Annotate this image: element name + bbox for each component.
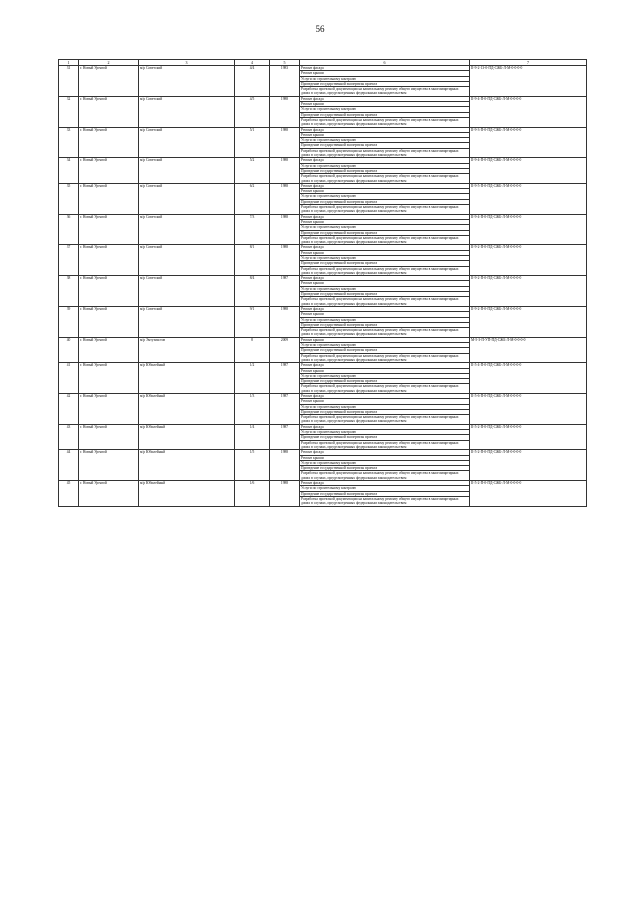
work-type-line: Ремонт фасада [300, 394, 469, 399]
city-cell: г. Новый Уренгой [79, 66, 139, 97]
work-type-line: Услуги по строительному контролю [300, 256, 469, 261]
work-type-line: Ремонт крыши [300, 220, 469, 225]
year-cell: 1988 [270, 481, 300, 506]
year-cell: 1988 [270, 450, 300, 481]
work-type-line: Проведение государственной экспертизы проекта [300, 466, 469, 471]
city-cell: г. Новый Уренгой [79, 214, 139, 245]
work-type-line: Услуги по строительному контролю [300, 287, 469, 292]
house-cell: 9/1 [235, 306, 270, 337]
district-cell: м/р Юбилейный [139, 424, 235, 449]
work-type-line: Ремонт фасада [300, 184, 469, 189]
work-type-line: Ремонт фасада [300, 307, 469, 312]
column-header: 5 [270, 60, 300, 66]
column-header: 4 [235, 60, 270, 66]
table-row [59, 450, 587, 481]
year-cell: 1987 [270, 424, 300, 449]
work-type-line: Ремонт крыши [300, 338, 469, 343]
house-cell: 1/6 [235, 481, 270, 506]
district-cell: м/р Советский [139, 158, 235, 183]
work-type-line: Услуги по строительному контролю [300, 430, 469, 435]
city-cell: г. Новый Уренгой [79, 481, 139, 506]
work-type-line: Ремонт крыши [300, 71, 469, 76]
year-cell: 1987 [270, 363, 300, 394]
work-type-line: Услуги по строительному контролю [300, 374, 469, 379]
city-cell: г. Новый Уренгой [79, 245, 139, 276]
code-cell: II-5-2-П-0-ПД-СЖБ-Л-М-0-0-0-0 [470, 424, 587, 449]
work-type-line: Разработка проектной документации на капитальному ремонту общего имущества в многоквартирных домах в случаях, предусмотренных федеральным законодательством [301, 117, 459, 127]
work-types-cell [300, 394, 470, 425]
work-type-line: Ремонт крыши [300, 312, 469, 317]
city-cell: г. Новый Уренгой [79, 183, 139, 214]
work-type-line: Проведение государственной экспертизы проекта [300, 82, 469, 87]
table-row [59, 245, 587, 276]
work-type-line: Ремонт крыши [300, 133, 469, 138]
row-number: 32 [59, 96, 79, 127]
year-cell: 1987 [270, 276, 300, 307]
work-types-cell [300, 127, 470, 158]
house-cell: 6/2 [235, 183, 270, 214]
city-cell: г. Новый Уренгой [79, 276, 139, 307]
work-types-cell [300, 66, 470, 97]
work-type-line: Ремонт крыши [300, 251, 469, 256]
table-row [59, 66, 587, 97]
row-number: 42 [59, 394, 79, 425]
work-type-line: Услуги по строительному контролю [300, 318, 469, 323]
house-cell: 7/3 [235, 214, 270, 245]
table-row [59, 127, 587, 158]
page-number: 56 [315, 24, 325, 34]
year-cell: 1988 [270, 306, 300, 337]
row-number: 43 [59, 424, 79, 449]
district-cell: м/р Юбилейный [139, 450, 235, 481]
work-type-line: Разработка проектной документации на капитальному ремонту общего имущества в многоквартирных домах в случаях, предусмотренных федеральным законодательством [301, 353, 459, 362]
city-cell: г. Новый Уренгой [79, 363, 139, 394]
work-type-line: Услуги по строительному контролю [300, 107, 469, 112]
table-row [59, 158, 587, 183]
code-cell: II-9-2-П-0-ПД-СЖБ-Л-М-0-0-0-0 [470, 306, 587, 337]
work-type-line: Услуги по строительному контролю [300, 194, 469, 199]
house-cell: 1/3 [235, 394, 270, 425]
table-row [59, 214, 587, 245]
work-type-line: Услуги по строительному контролю [300, 138, 469, 143]
table-row [59, 306, 587, 337]
work-type-line: Услуги по строительному контролю [300, 405, 469, 410]
work-type-line: Проведение государственной экспертизы проекта [300, 435, 469, 440]
work-type-line: Разработка проектной документации на капитальному ремонту общего имущества в многоквартирных домах в случаях, предусмотренных федеральным законодательством [301, 384, 459, 393]
work-type-line: Ремонт крыши [300, 456, 469, 461]
work-type-line: Ремонт крыши [300, 102, 469, 107]
code-cell: II-5-2-П-0-ПД-СЖБ-Л-М-0-0-0-0 [470, 450, 587, 481]
district-cell: м/р Советский [139, 183, 235, 214]
work-type-line: Ремонт фасада [300, 276, 469, 281]
city-cell: г. Новый Уренгой [79, 450, 139, 481]
work-type-line: Ремонт крыши [300, 399, 469, 404]
code-cell: II-5-6-П-0-ПД-СЖБ-Л-М-0-0-0-0 [470, 394, 587, 425]
work-type-line: Ремонт крыши [300, 189, 469, 194]
row-number: 31 [59, 66, 79, 97]
work-type-line: Разработка проектной документации на капитальному ремонту общего имущества в многоквартирных домах в случаях, предусмотренных федеральным законодательством [301, 328, 459, 337]
city-cell: г. Новый Уренгой [79, 127, 139, 158]
work-type-line: Разработка проектной документации на капитальному ремонту общего имущества в многоквартирных домах в случаях, предусмотренных федеральным законодательством [301, 297, 459, 306]
district-cell: м/р Советский [139, 127, 235, 158]
code-cell: II-9-2-П-0-ПД-СЖБ-Л-М-0-0-0-0 [470, 245, 587, 276]
work-type-line: Ремонт крыши [300, 369, 469, 374]
district-cell: м/р Советский [139, 214, 235, 245]
work-type-line: Услуги по строительному контролю [300, 225, 469, 230]
city-cell: г. Новый Уренгой [79, 337, 139, 362]
work-types-cell [300, 245, 470, 276]
code-cell: II-5-4-П-0-ПД-СЖБ-Л-М-0-0-0-0 [470, 363, 587, 394]
work-type-line: Проведение государственной экспертизы проекта [300, 292, 469, 297]
code-cell: II-5-2-П-0-ПД-СЖБ-Л-М-0-0-0-0 [470, 481, 587, 506]
work-type-line: Ремонт фасада [300, 66, 469, 71]
house-cell: 1/2 [235, 363, 270, 394]
house-cell: 4/5 [235, 96, 270, 127]
work-type-line: Разработка проектной документации на капитальному ремонту общего имущества в многоквартирных домах в случаях, предусмотренных федеральным законодательством [301, 266, 459, 275]
column-header: 3 [139, 60, 235, 66]
year-cell: 1988 [270, 214, 300, 245]
work-type-line: Ремонт фасада [300, 363, 469, 368]
column-header: 2 [79, 60, 139, 66]
code-cell: II-9-4-П-0-ПД-СЖБ-Л-М-0-0-0-0 [470, 158, 587, 183]
work-type-line: Проведение государственной экспертизы проекта [300, 143, 469, 148]
work-types-cell [300, 450, 470, 481]
code-cell: II-9-4-П-0-ПД-СЖБ-Л-М-0-0-0-0 [470, 96, 587, 127]
repair-program-table [58, 59, 587, 507]
column-header: 7 [470, 60, 587, 66]
work-types-cell [300, 158, 470, 183]
work-types-cell [300, 183, 470, 214]
table-row [59, 183, 587, 214]
work-type-line: Услуги по строительному контролю [300, 164, 469, 169]
column-header: 1 [59, 60, 79, 66]
house-cell: 4/4 [235, 66, 270, 97]
city-cell: г. Новый Уренгой [79, 96, 139, 127]
work-type-line: Проведение государственной экспертизы проекта [300, 113, 469, 118]
work-type-line: Разработка проектной документации на капитальному ремонту общего имущества в многоквартирных домах в случаях, предусмотренных федеральным законодательством [301, 148, 459, 158]
column-header: 6 [300, 60, 470, 66]
house-cell: 5/2 [235, 158, 270, 183]
row-number: 34 [59, 158, 79, 183]
year-cell: 1987 [270, 394, 300, 425]
district-cell: м/р Советский [139, 276, 235, 307]
work-type-line: Услуги по строительному контролю [300, 343, 469, 348]
year-cell: 1988 [270, 183, 300, 214]
table-row [59, 337, 587, 362]
year-cell: 1988 [270, 158, 300, 183]
work-type-line: Ремонт фасада [300, 481, 469, 486]
work-type-line: Проведение государственной экспертизы проекта [300, 348, 469, 353]
work-type-line: Разработка проектной документации на капитальному ремонту общего имущества в многоквартирных домах в случаях, предусмотренных федеральным законодательством [301, 235, 459, 245]
row-number: 35 [59, 183, 79, 214]
district-cell: м/р Советский [139, 96, 235, 127]
work-types-cell [300, 481, 470, 506]
work-type-line: Ремонт фасада [300, 128, 469, 133]
work-types-cell [300, 337, 470, 362]
work-type-line: Ремонт фасада [300, 215, 469, 220]
work-type-line: Проведение государственной экспертизы проекта [300, 379, 469, 384]
table-row [59, 424, 587, 449]
table-row [59, 363, 587, 394]
year-cell: 2009 [270, 337, 300, 362]
house-cell: 1/4 [235, 424, 270, 449]
row-number: 36 [59, 214, 79, 245]
work-type-line: Проведение государственной экспертизы проекта [300, 261, 469, 266]
work-types-cell [300, 424, 470, 449]
house-cell: 8/1 [235, 245, 270, 276]
work-type-line: Ремонт фасада [300, 97, 469, 102]
work-type-line: Разработка проектной документации на капитальному ремонту общего имущества в многоквартирных домах в случаях, предусмотренных федеральным законодательством [301, 471, 459, 480]
row-number: 39 [59, 306, 79, 337]
work-type-line: Услуги по строительному контролю [300, 461, 469, 466]
code-cell: II-9-2-13-0-ПД-СЖБ-Л-М-0-0-0-0 [470, 66, 587, 97]
row-number: 33 [59, 127, 79, 158]
work-types-cell [300, 96, 470, 127]
code-cell: II-9-5-П-0-ПД-СЖБ-Л-М-0-0-0-0 [470, 183, 587, 214]
work-types-cell [300, 276, 470, 307]
district-cell: м/р Советский [139, 306, 235, 337]
table-row [59, 276, 587, 307]
row-number: 41 [59, 363, 79, 394]
work-type-line: Разработка проектной документации на капитальному ремонту общего имущества в многоквартирных домах в случаях, предусмотренных федеральным законодательством [301, 205, 459, 214]
year-cell: 1988 [270, 127, 300, 158]
row-number: 40 [59, 337, 79, 362]
row-number: 38 [59, 276, 79, 307]
work-type-line: Услуги по строительному контролю [300, 77, 469, 82]
city-cell: г. Новый Уренгой [79, 394, 139, 425]
code-cell: II-9-3-П-0-ПД-СЖБ-Л-М-0-0-0-0 [470, 127, 587, 158]
work-type-line: Разработка проектной документации на капитальному ремонту общего имущества в многоквартирных домах в случаях, предусмотренных федеральным законодательством [301, 415, 459, 424]
work-type-line: Проведение государственной экспертизы проекта [300, 200, 469, 205]
work-type-line: Разработка проектной документации на капитальному ремонту общего имущества в многоквартирных домах в случаях, предусмотренных федеральным законодательством [301, 496, 459, 506]
district-cell: м/р Энтузиастов [139, 337, 235, 362]
work-type-line: Ремонт фасада [300, 450, 469, 455]
district-cell: м/р Юбилейный [139, 363, 235, 394]
work-type-line: Проведение государственной экспертизы проекта [300, 410, 469, 415]
work-type-line: Проведение государственной экспертизы проекта [300, 231, 469, 236]
row-number: 44 [59, 450, 79, 481]
city-cell: г. Новый Уренгой [79, 158, 139, 183]
city-cell: г. Новый Уренгой [79, 306, 139, 337]
work-type-line: Ремонт фасада [300, 158, 469, 163]
district-cell: м/р Юбилейный [139, 394, 235, 425]
code-cell: М-5-3-П-УП-ПД-СЖБ-Л-М-0-0-0-0 [470, 337, 587, 362]
work-type-line: Ремонт фасада [300, 425, 469, 430]
work-types-cell [300, 363, 470, 394]
table-row [59, 394, 587, 425]
district-cell: м/р Юбилейный [139, 481, 235, 506]
house-cell: 1/5 [235, 450, 270, 481]
work-type-line: Разработка проектной документации на капитальному ремонту общего имущества в многоквартирных домах в случаях, предусмотренных федеральным законодательством [301, 440, 459, 449]
house-cell: 8/4 [235, 276, 270, 307]
work-types-cell [300, 306, 470, 337]
work-type-line: Проведение государственной экспертизы проекта [300, 323, 469, 328]
work-type-line: Услуги по строительному контролю [300, 486, 469, 491]
work-type-line: Проведение государственной экспертизы проекта [300, 492, 469, 497]
house-cell: 5/1 [235, 127, 270, 158]
work-type-line: Разработка проектной документации на капитальному ремонту общего имущества в многоквартирных домах в случаях, предусмотренных федеральным законодательством [301, 174, 459, 183]
house-cell: 8 [235, 337, 270, 362]
table-row [59, 481, 587, 506]
year-cell: 1988 [270, 96, 300, 127]
work-type-line: Ремонт фасада [300, 245, 469, 250]
district-cell: м/р Советский [139, 66, 235, 97]
code-cell: II-9-4-П-0-ПД-СЖБ-Л-М-0-0-0-0 [470, 214, 587, 245]
year-cell: 1983 [270, 66, 300, 97]
code-cell: II-9-2-П-0-ПД-СЖБ-Л-М-0-0-0-0 [470, 276, 587, 307]
city-cell: г. Новый Уренгой [79, 424, 139, 449]
year-cell: 1988 [270, 245, 300, 276]
district-cell: м/р Советский [139, 245, 235, 276]
work-types-cell [300, 214, 470, 245]
work-type-line: Проведение государственной экспертизы проекта [300, 169, 469, 174]
work-type-line: Разработка проектной документации на капитальному ремонту общего имущества в многоквартирных домах в случаях, предусмотренных федеральным законодательством [301, 87, 459, 96]
row-number: 37 [59, 245, 79, 276]
row-number: 45 [59, 481, 79, 506]
table-row [59, 96, 587, 127]
work-type-line: Ремонт крыши [300, 281, 469, 286]
